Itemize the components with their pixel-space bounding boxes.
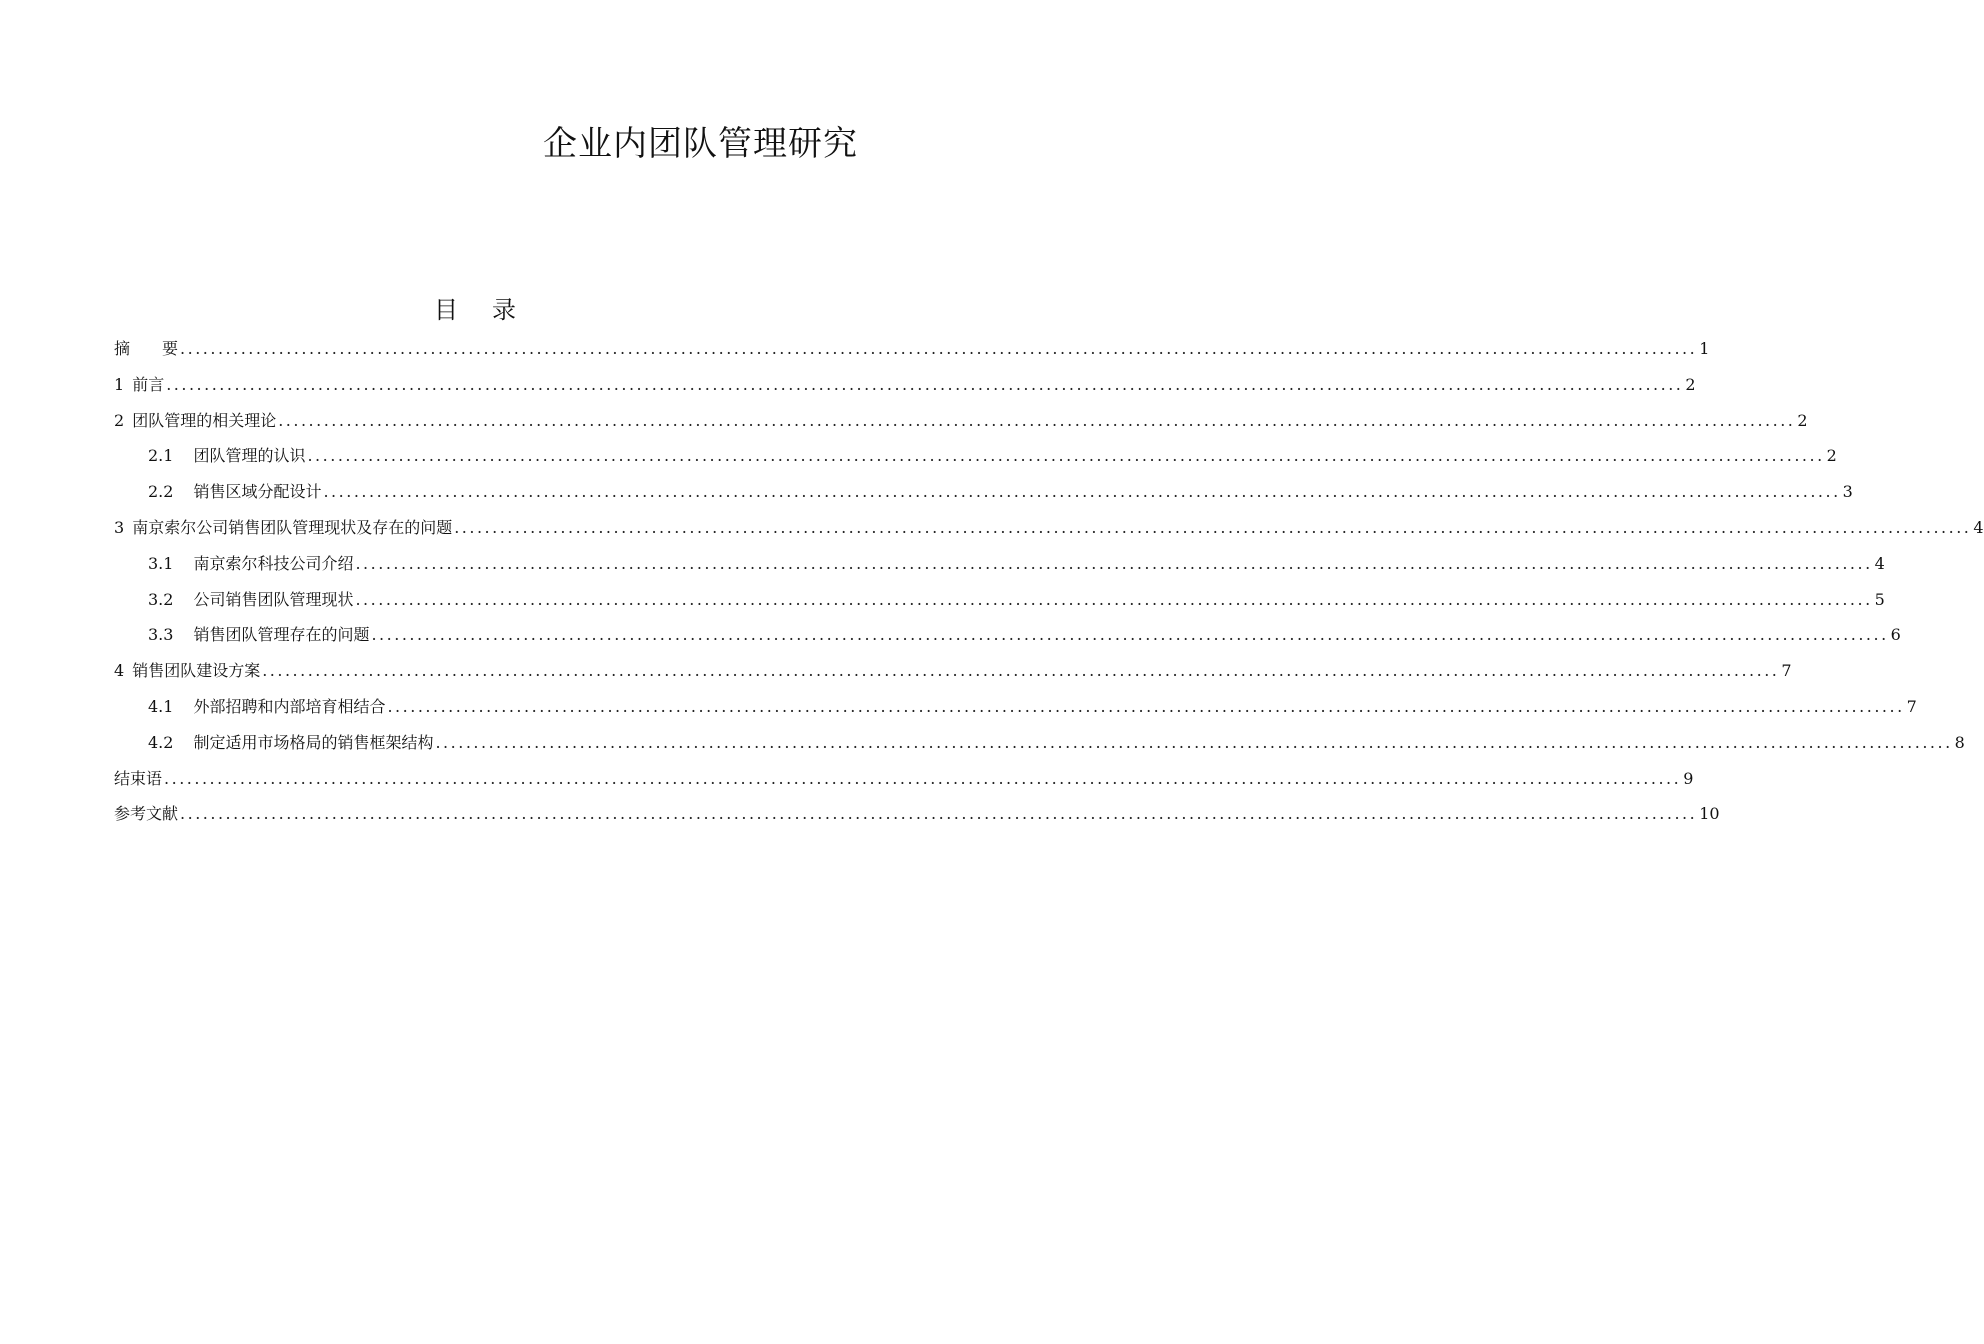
toc-dot-leader: ........................................................................................................................................................................................................ xyxy=(180,804,1698,824)
toc-entry[interactable] xyxy=(114,653,1792,689)
toc-entry[interactable] xyxy=(114,546,1885,582)
toc-entry-title: 销售团队建设方案 xyxy=(132,661,261,681)
toc-entry-title: 销售团队管理存在的问题 xyxy=(193,625,370,645)
toc-entry[interactable] xyxy=(114,331,1710,367)
toc-entry-title: 公司销售团队管理现状 xyxy=(193,589,354,609)
toc-entry-title: 销售区域分配设计 xyxy=(193,482,322,502)
toc-entry-page: 3 xyxy=(1842,482,1853,502)
toc-entry-title: 南京索尔公司销售团队管理现状及存在的问题 xyxy=(132,517,453,537)
toc-entry-page: 1 xyxy=(1699,339,1710,358)
toc-entry-number: 3 xyxy=(114,517,125,537)
toc-entry-page: 2 xyxy=(1797,410,1808,430)
toc-entry-title: 外部招聘和内部培育相结合 xyxy=(193,696,386,716)
toc-entry-page: 4 xyxy=(1973,517,1984,537)
toc-dot-leader: ........................................................................................................................................................................................................ xyxy=(307,446,1825,466)
toc-dot-leader: ........................................................................................................................................................................................................ xyxy=(355,553,1873,573)
toc-entry-title: 团队管理的认识 xyxy=(193,446,306,466)
toc-entry-number: 1 xyxy=(114,374,125,394)
toc-dot-leader: ........................................................................................................................................................................................................ xyxy=(435,732,1953,752)
toc-dot-leader: ........................................................................................................................................................................................................ xyxy=(323,482,1841,502)
toc-dot-leader: ........................................................................................................................................................................................................ xyxy=(166,374,1684,394)
document-title: 企业内团队管理研究 xyxy=(543,124,858,164)
toc-entry[interactable] xyxy=(114,617,1901,653)
toc-entry-page: 6 xyxy=(1890,625,1901,645)
toc-heading-left: 目 xyxy=(434,296,458,324)
toc-entry-title: 南京索尔科技公司介绍 xyxy=(193,553,354,573)
toc-entry-title: 参考文献 xyxy=(114,804,179,824)
toc-heading-right: 录 xyxy=(492,296,516,324)
toc-entry-number: 4.1 xyxy=(148,696,174,716)
toc-entry[interactable] xyxy=(114,474,1853,510)
toc-dot-leader: ........................................................................................................................................................................................................ xyxy=(262,661,1780,681)
toc-entry-number: 3.1 xyxy=(148,553,174,573)
toc-entry-number: 3.3 xyxy=(148,625,174,645)
toc-entry[interactable] xyxy=(114,582,1885,618)
toc-entry-page: 7 xyxy=(1906,696,1917,716)
toc-heading xyxy=(0,290,950,325)
toc-entry[interactable] xyxy=(114,367,1696,403)
toc-entry-number: 4 xyxy=(114,661,125,681)
toc-entry-number: 2 xyxy=(114,410,125,430)
toc-entry[interactable] xyxy=(114,689,1917,725)
toc-entry-title: 制定适用市场格局的销售框架结构 xyxy=(193,732,434,752)
toc-entry-page: 8 xyxy=(1954,732,1965,752)
toc-entry[interactable] xyxy=(114,510,1984,546)
toc-dot-leader: ........................................................................................................................................................................................................ xyxy=(371,625,1889,645)
toc-entry-number: 2.1 xyxy=(148,446,174,466)
toc-entry[interactable] xyxy=(114,761,1694,797)
toc-dot-leader: ........................................................................................................................................................................................................ xyxy=(387,696,1905,716)
toc-entry-page: 5 xyxy=(1874,589,1885,609)
toc-entry[interactable] xyxy=(114,725,1965,761)
toc-entry-number: 3.2 xyxy=(148,589,174,609)
toc-entry-number: 2.2 xyxy=(148,482,174,502)
toc-entry-page: 2 xyxy=(1685,374,1696,394)
toc-entry-title: 前言 xyxy=(132,374,165,394)
toc-entry-page: 9 xyxy=(1683,768,1694,788)
toc-entry[interactable] xyxy=(114,796,1720,832)
toc-entry-title: 结束语 xyxy=(114,768,163,788)
toc-entry-title: 摘 要 xyxy=(114,339,179,358)
toc-entry-page: 10 xyxy=(1699,804,1720,824)
toc-dot-leader: ........................................................................................................................................................................................................ xyxy=(355,589,1873,609)
toc-dot-leader: ........................................................................................................................................................................................................ xyxy=(454,517,1972,537)
toc-entry-page: 7 xyxy=(1781,661,1792,681)
toc-entry[interactable] xyxy=(114,438,1837,474)
toc-entry-page: 2 xyxy=(1826,446,1837,466)
toc-entry-page: 4 xyxy=(1874,553,1885,573)
toc-dot-leader: ........................................................................................................................................................................................................ xyxy=(180,339,1698,358)
toc-dot-leader: ........................................................................................................................................................................................................ xyxy=(164,768,1682,788)
toc-entry[interactable] xyxy=(114,403,1808,439)
toc-entry-title: 团队管理的相关理论 xyxy=(132,410,277,430)
toc-entry-number: 4.2 xyxy=(148,732,174,752)
toc-dot-leader: ........................................................................................................................................................................................................ xyxy=(278,410,1796,430)
table-of-contents xyxy=(114,331,1984,832)
